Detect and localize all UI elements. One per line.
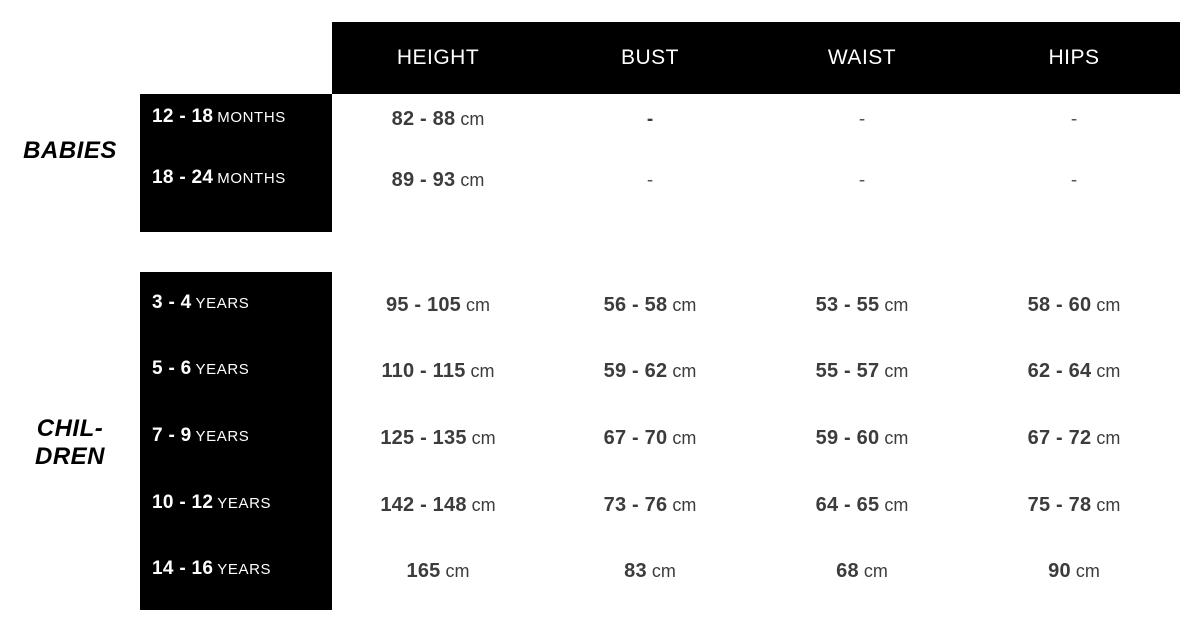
table-row [332, 169, 1180, 192]
table-header-row [332, 22, 1180, 94]
cell-value: 67 - 70 [603, 427, 668, 449]
column-header-waist: WAIST [827, 46, 897, 69]
cell-value: 59 - 60 [815, 427, 880, 449]
cell-height [332, 360, 544, 383]
table-row [332, 494, 1180, 517]
cell-value: - [858, 108, 866, 130]
size-label-children-2 [152, 425, 332, 447]
cell-unit: cm [460, 170, 485, 190]
cell-waist [756, 294, 968, 317]
cell-waist [756, 560, 968, 583]
cell-unit: cm [1096, 361, 1121, 381]
cell-bust [544, 170, 756, 192]
table-row [332, 560, 1180, 583]
size-unit: YEARS [195, 295, 250, 312]
cell-value: 73 - 76 [603, 494, 668, 516]
cell-value: 64 - 65 [815, 494, 880, 516]
column-header-bust: BUST [620, 46, 679, 69]
cell-waist [756, 170, 968, 192]
group-label-babies: BABIES [23, 137, 117, 164]
cell-unit: cm [651, 561, 676, 581]
cell-value: - [646, 108, 654, 130]
cell-hips [968, 294, 1180, 317]
cell-value: 125 - 135 [380, 427, 467, 449]
cell-value: 75 - 78 [1027, 494, 1092, 516]
cell-value: - [1070, 108, 1078, 130]
cell-value: 110 - 115 [381, 360, 466, 382]
cell-value: 82 - 88 [391, 108, 456, 130]
cell-bust [544, 427, 756, 450]
cell-hips [968, 560, 1180, 583]
size-range: 5 - 6 [152, 358, 192, 379]
table-row [332, 108, 1180, 131]
size-unit: YEARS [195, 361, 250, 378]
cell-height [332, 294, 544, 317]
cell-unit: cm [445, 561, 470, 581]
size-range: 12 - 18 [152, 106, 214, 127]
cell-value: 95 - 105 [386, 294, 461, 316]
size-unit: YEARS [217, 495, 272, 512]
cell-unit: cm [1075, 561, 1100, 581]
size-range: 3 - 4 [152, 292, 192, 313]
size-unit: YEARS [195, 428, 250, 445]
cell-unit: cm [863, 561, 888, 581]
cell-waist [756, 427, 968, 450]
cell-height [332, 427, 544, 450]
cell-value: 83 [624, 560, 647, 582]
cell-value: 67 - 72 [1027, 427, 1092, 449]
cell-value: 58 - 60 [1027, 294, 1092, 316]
cell-value: 56 - 58 [603, 294, 668, 316]
cell-value: 165 [406, 560, 441, 582]
group-label-children-line2: DREN [34, 443, 105, 471]
cell-unit: cm [460, 109, 485, 129]
cell-value: 68 [836, 560, 859, 582]
cell-waist [756, 494, 968, 517]
cell-unit: cm [471, 495, 496, 515]
cell-hips [968, 427, 1180, 450]
cell-unit: cm [672, 361, 697, 381]
size-range: 7 - 9 [152, 425, 192, 446]
size-label-children-3 [152, 492, 332, 514]
cell-unit: cm [1096, 495, 1121, 515]
cell-hips [968, 109, 1180, 131]
cell-height [332, 560, 544, 583]
column-header-height: HEIGHT [396, 46, 480, 69]
cell-waist [756, 109, 968, 131]
size-unit: MONTHS [217, 170, 286, 187]
size-label-children-0 [152, 292, 332, 314]
cell-height [332, 108, 544, 131]
column-header-hips: HIPS [1048, 46, 1100, 69]
cell-unit: cm [470, 361, 495, 381]
cell-bust [544, 494, 756, 517]
cell-unit: cm [1096, 428, 1121, 448]
cell-value: 142 - 148 [380, 494, 467, 516]
cell-height [332, 494, 544, 517]
size-label-babies-0 [152, 106, 332, 128]
cell-unit: cm [884, 495, 909, 515]
cell-hips [968, 360, 1180, 383]
cell-bust [544, 109, 756, 131]
cell-unit: cm [884, 295, 909, 315]
size-unit: MONTHS [217, 109, 286, 126]
table-row [332, 360, 1180, 383]
cell-value: 55 - 57 [815, 360, 880, 382]
size-unit: YEARS [217, 561, 272, 578]
cell-height [332, 169, 544, 192]
cell-unit: cm [884, 361, 909, 381]
group-label-children [0, 415, 140, 472]
cell-unit: cm [466, 295, 490, 315]
size-range: 18 - 24 [152, 167, 214, 188]
cell-unit: cm [1096, 295, 1121, 315]
cell-value: 62 - 64 [1027, 360, 1092, 382]
cell-value: - [1070, 169, 1078, 191]
cell-unit: cm [672, 495, 697, 515]
cell-value: 89 - 93 [391, 169, 456, 191]
cell-value: - [646, 169, 654, 191]
cell-unit: cm [884, 428, 909, 448]
cell-value: 53 - 55 [815, 294, 880, 316]
table-row [332, 427, 1180, 450]
cell-value: 90 [1048, 560, 1071, 582]
size-range: 14 - 16 [152, 558, 214, 579]
cell-value: 59 - 62 [603, 360, 668, 382]
cell-unit: cm [471, 428, 496, 448]
cell-unit: cm [672, 428, 697, 448]
cell-waist [756, 360, 968, 383]
size-label-children-1 [152, 358, 332, 380]
group-label-children-line1: CHIL- [36, 415, 104, 442]
cell-unit: cm [672, 295, 697, 315]
cell-value: - [858, 169, 866, 191]
size-range: 10 - 12 [152, 492, 214, 513]
size-label-children-4 [152, 558, 332, 580]
cell-bust [544, 560, 756, 583]
cell-bust [544, 294, 756, 317]
cell-hips [968, 170, 1180, 192]
table-row [332, 294, 1180, 317]
size-label-babies-1 [152, 167, 332, 189]
cell-hips [968, 494, 1180, 517]
cell-bust [544, 360, 756, 383]
